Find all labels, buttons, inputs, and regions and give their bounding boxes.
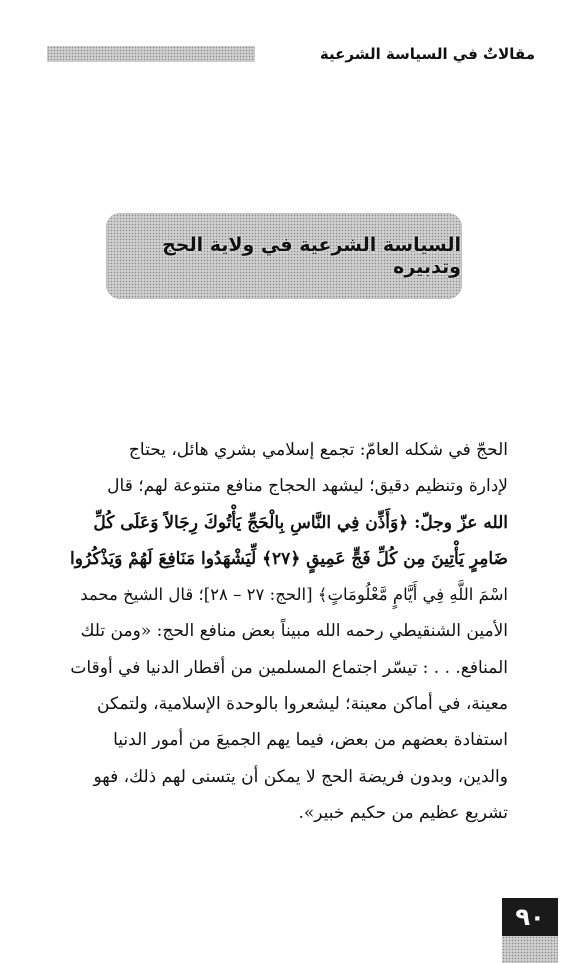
text-line: المنافع. . . : تيسّر اجتماع المسلمين من أقطار الدنيا في أوقات [70,657,508,678]
quran-verse-line: الله عزّ وجلّ: ﴿وَأَذِّن فِي النَّاسِ بِالْحَجِّ يَأْتُوكَ رِجَالاً وَعَلَى كُلِّ [93,512,508,533]
text-line: والدين، وبدون فريضة الحج لا يمكن أن يتسنى لهم ذلك، فهو [93,766,508,787]
text-line: الحجّ في شكله العامّ: تجمع إسلامي بشري هائل، يحتاج [128,440,508,460]
book-title: مقالاتٌ في السياسة الشرعية [312,44,535,64]
text-line: لإدارة وتنظيم دقيق؛ ليشهد الحجاج منافع متنوعة لهم؛ قال [107,476,508,497]
page-number: ٩٠ [502,898,558,936]
text-line: اسْمَ اللَّهِ فِي أَيَّامٍ مَّعْلُومَاتٍ﴾ [الحج: ٢٧ – ٢٨]؛ قال الشيخ محمد [80,585,508,605]
footer-pattern [502,936,558,963]
header-pattern [47,46,255,62]
text-line: تشريع عظيم من حكيم خبير». [298,802,508,823]
text-line: استفادة بعضهم من بعض، فيما يهم الجميعَ من أمور الدنيا [113,730,508,751]
section-title-box [106,213,462,299]
text-line: معينة، في أماكن معينة؛ ليشعروا بالوحدة الإسلامية، ولتمكن [97,694,508,715]
body-paragraph [70,432,508,831]
section-title: السياسة الشرعية في ولاية الحج وتدبيره [162,234,461,278]
quran-verse-line: ضَامِرٍ يَأْتِينَ مِن كُلِّ فَجٍّ عَمِيقٍ ﴿٢٧﴾ لِّيَشْهَدُوا مَنَافِعَ لَهُمْ وَيَذْكُرُوا [70,548,508,569]
running-header [47,44,535,64]
text-line: الأمين الشنقيطي رحمه الله مبيناً بعض منافع الحج: «ومن تلك [80,621,508,642]
